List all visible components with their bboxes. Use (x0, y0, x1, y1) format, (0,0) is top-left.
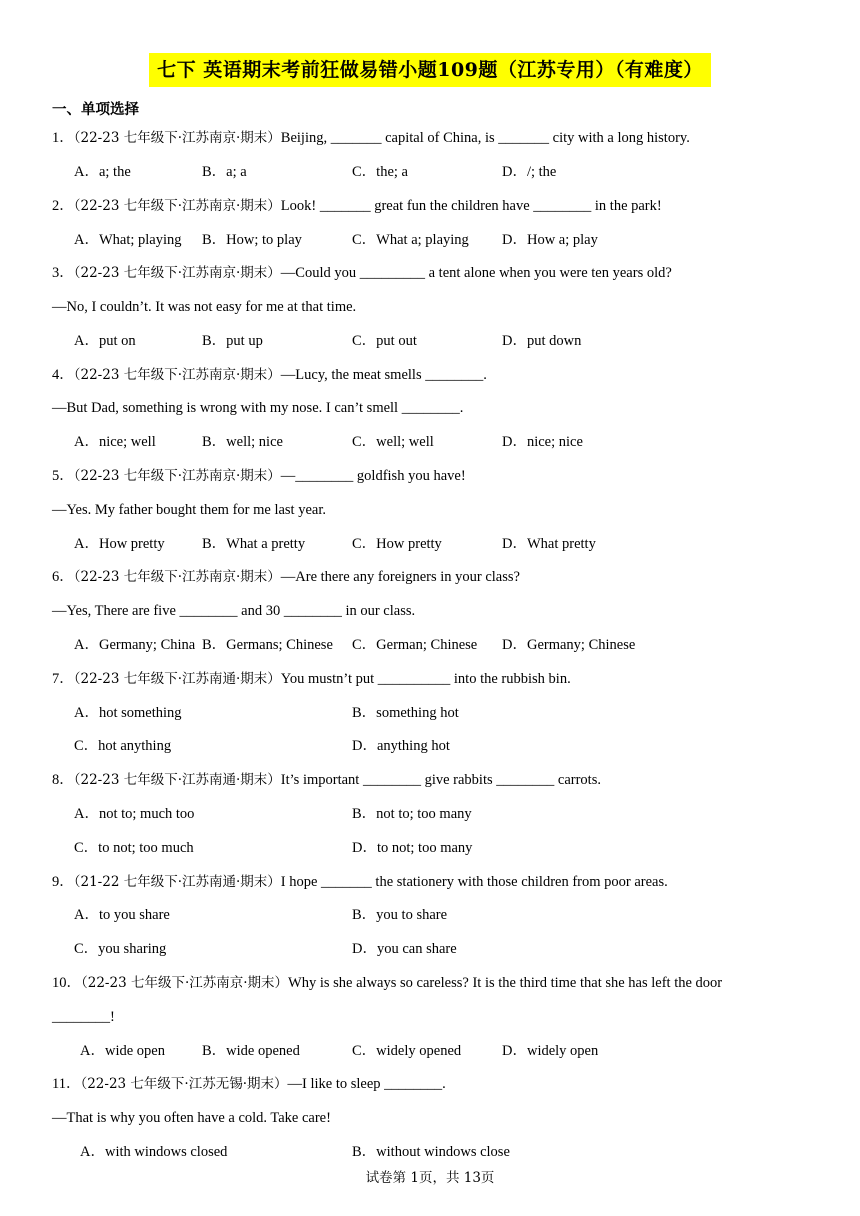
question-11 (52, 1074, 446, 1094)
question-stem-continued: —No, I couldn’t. It was not easy for me at that time. (52, 299, 357, 315)
option-b: B．a; a (202, 164, 247, 180)
option-d: D．What pretty (502, 536, 596, 552)
question-10 (52, 973, 722, 993)
question-stem: Look! _______ great fun the children have ________ in the park! (280, 198, 662, 214)
question-stem-continued: —That is why you often have a cold. Take care! (52, 1110, 331, 1126)
question-7 (52, 669, 571, 689)
question-source: （22-23 七年级下·江苏南京·期末） (73, 130, 281, 146)
question-8 (52, 770, 601, 790)
question-stem: —Could you _________ a tent alone when you were ten years old? (280, 265, 672, 281)
option-d: D．anything hot (352, 738, 450, 754)
option-a: A．hot something (74, 705, 182, 721)
option-a: A．to you share (74, 907, 170, 923)
option-a: A．with windows closed (80, 1144, 228, 1160)
question-stem: It’s important ________ give rabbits ________ carrots. (280, 772, 601, 788)
question-source: （22-23 七年级下·江苏南通·期末） (73, 772, 281, 788)
option-b: B．put up (202, 333, 263, 349)
option-a: A．What; playing (74, 232, 182, 248)
question-source: （22-23 七年级下·江苏南京·期末） (73, 198, 281, 214)
option-d: D．Germany; Chinese (502, 637, 636, 653)
question-number: 3． (52, 265, 74, 281)
option-c: C．German; Chinese (352, 637, 478, 653)
question-stem: —________ goldfish you have! (280, 468, 466, 484)
question-number: 2． (52, 198, 74, 214)
option-a: A．wide open (80, 1043, 165, 1059)
question-1 (52, 128, 690, 148)
question-stem-continued: —Yes, There are five ________ and 30 ________ in our class. (52, 603, 416, 619)
option-d: D．How a; play (502, 232, 598, 248)
question-stem: I hope _______ the stationery with those children from poor areas. (280, 874, 668, 890)
question-source: （21-22 七年级下·江苏南通·期末） (73, 874, 281, 890)
option-a: A．nice; well (74, 434, 156, 450)
option-a: A．Germany; China (74, 637, 196, 653)
question-source: （22-23 七年级下·江苏南京·期末） (73, 569, 281, 585)
question-4 (52, 365, 487, 385)
section-heading: 一、单项选择 (52, 102, 139, 118)
question-3 (52, 263, 672, 283)
question-source: （22-23 七年级下·江苏南京·期末） (73, 265, 281, 281)
option-b: B．something hot (352, 705, 459, 721)
question-source: （22-23 七年级下·江苏南通·期末） (73, 671, 281, 687)
question-9 (52, 872, 668, 892)
option-b: B．well; nice (202, 434, 283, 450)
question-stem-continued: ________! (52, 1009, 115, 1025)
option-b: B．not to; too many (352, 806, 472, 822)
question-source: （22-23 七年级下·江苏南京·期末） (73, 468, 281, 484)
question-2 (52, 196, 662, 216)
question-5 (52, 466, 466, 486)
question-number: 7． (52, 671, 74, 687)
option-c: C．How pretty (352, 536, 442, 552)
option-c: C．you sharing (74, 941, 167, 957)
option-d: D．widely open (502, 1043, 599, 1059)
question-stem: Beijing, _______ capital of China, is _______ city with a long history. (280, 130, 690, 146)
option-a: A．a; the (74, 164, 131, 180)
option-c: C．to not; too much (74, 840, 194, 856)
question-source: （22-23 七年级下·江苏南京·期末） (73, 367, 281, 383)
option-d: D．nice; nice (502, 434, 583, 450)
question-source: （22-23 七年级下·江苏南京·期末） (81, 975, 289, 991)
option-d: D．you can share (352, 941, 457, 957)
option-c: C．What a; playing (352, 232, 469, 248)
question-stem-continued: —But Dad, something is wrong with my nose. I can’t smell ________. (52, 400, 464, 416)
option-b: B．What a pretty (202, 536, 306, 552)
option-c: C．widely opened (352, 1043, 462, 1059)
title-wrap (0, 53, 860, 87)
question-stem: —Lucy, the meat smells ________. (280, 367, 487, 383)
page-footer: 试卷第 1页，共 13页 (365, 1170, 495, 1186)
option-b: B．How; to play (202, 232, 302, 248)
option-d: D．/; the (502, 164, 557, 180)
question-number: 5． (52, 468, 74, 484)
option-c: C．hot anything (74, 738, 172, 754)
option-a: A．put on (74, 333, 136, 349)
question-number: 6． (52, 569, 74, 585)
question-number: 11． (52, 1076, 81, 1092)
option-b: B．wide opened (202, 1043, 300, 1059)
option-b: B．without windows close (352, 1144, 510, 1160)
question-number: 8． (52, 772, 74, 788)
option-c: C．put out (352, 333, 417, 349)
question-number: 9． (52, 874, 74, 890)
option-d: D．put down (502, 333, 582, 349)
question-stem-continued: —Yes. My father bought them for me last year. (52, 502, 326, 518)
question-stem: Why is she always so careless? It is the third time that she has left the door (288, 975, 723, 991)
option-a: A．How pretty (74, 536, 165, 552)
question-stem: You mustn’t put __________ into the rubbish bin. (280, 671, 571, 687)
page-title: 七下 英语期末考前狂做易错小题109题（江苏专用）（有难度） (149, 53, 711, 87)
question-source: （22-23 七年级下·江苏无锡·期末） (80, 1076, 288, 1092)
option-d: D．to not; too many (352, 840, 473, 856)
option-c: C．the; a (352, 164, 408, 180)
question-stem: —I like to sleep ________. (287, 1076, 446, 1092)
question-number: 4． (52, 367, 74, 383)
question-6 (52, 567, 520, 587)
question-stem: —Are there any foreigners in your class? (280, 569, 520, 585)
option-b: B．Germans; Chinese (202, 637, 333, 653)
option-a: A．not to; much too (74, 806, 195, 822)
question-number: 1． (52, 130, 74, 146)
option-c: C．well; well (352, 434, 434, 450)
option-b: B．you to share (352, 907, 448, 923)
question-number: 10． (52, 975, 81, 991)
